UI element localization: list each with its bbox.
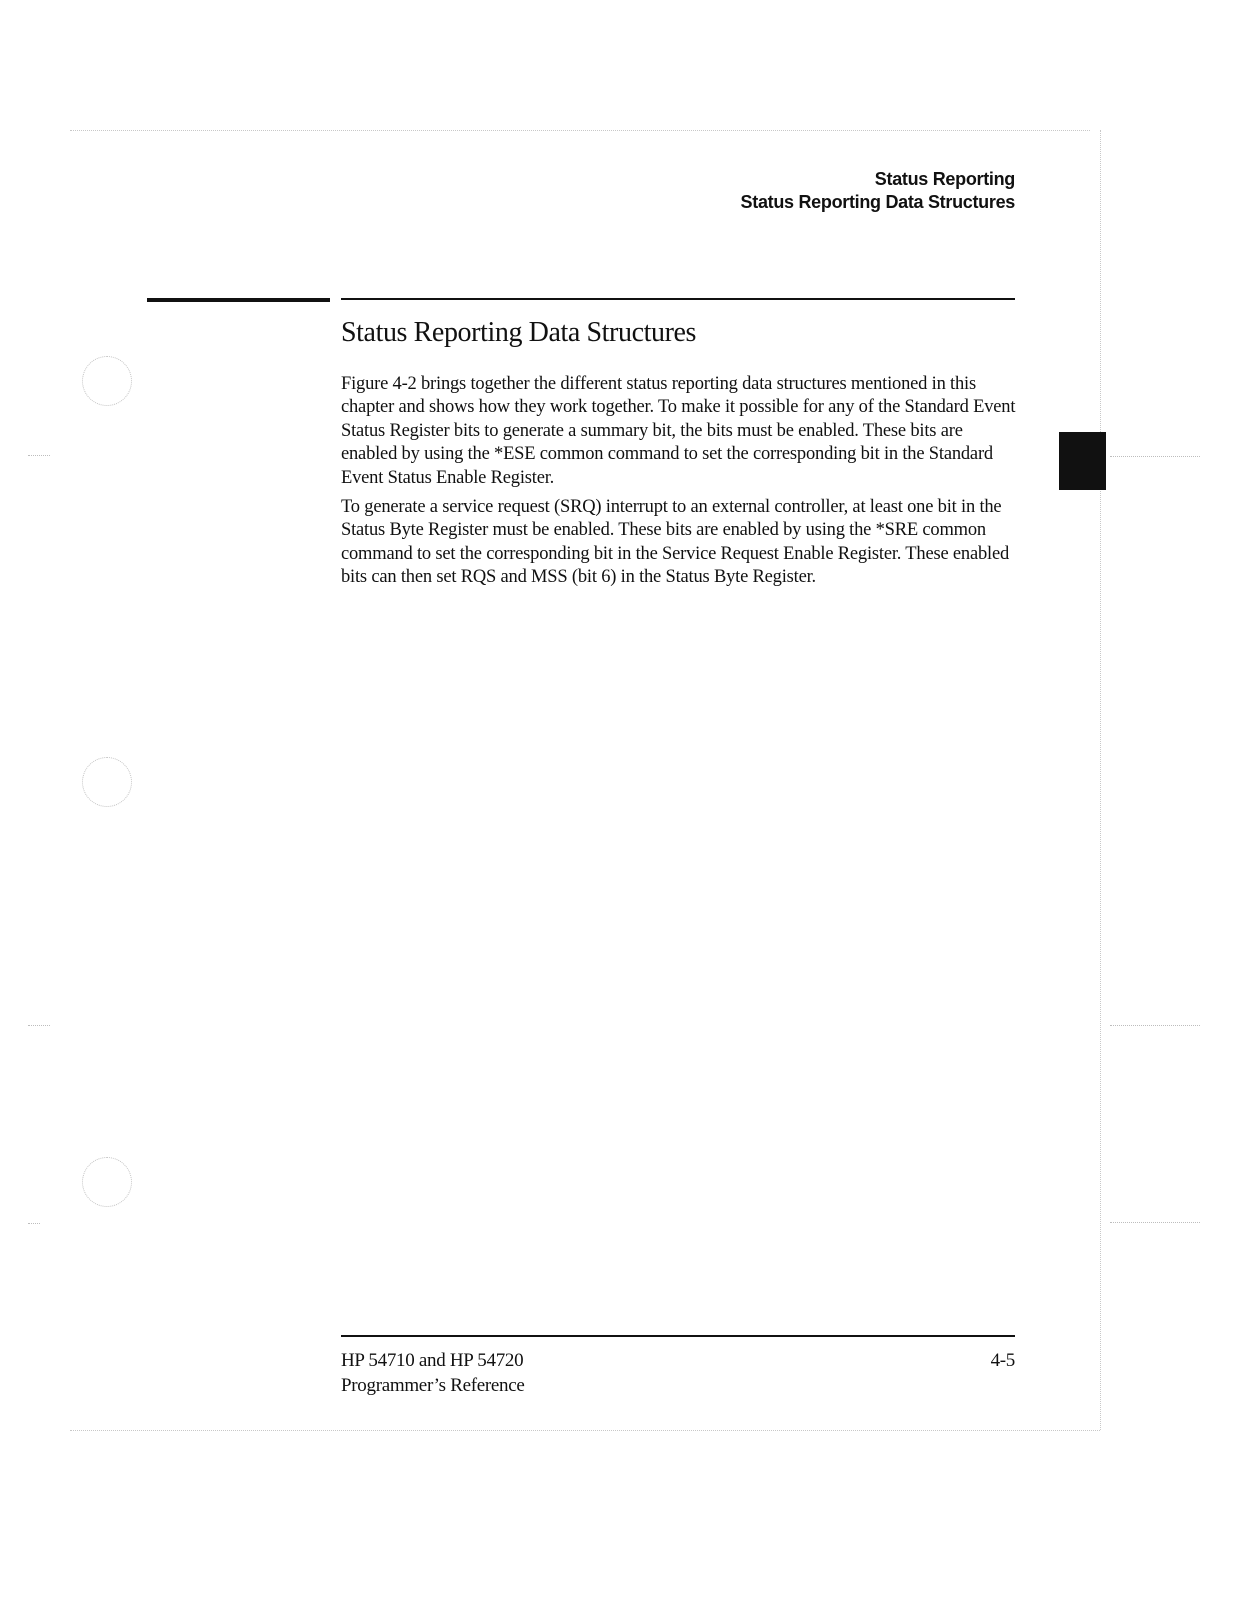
page-number: 4-5 (990, 1350, 1015, 1371)
chapter-tab-marker (1059, 432, 1106, 490)
running-header (741, 168, 1015, 214)
running-header-section: Status Reporting Data Structures (740, 192, 1015, 212)
margin-tick (1110, 456, 1200, 457)
margin-tick (1110, 1025, 1200, 1026)
footer-title: Programmer’s Reference (341, 1375, 525, 1396)
margin-tick (28, 1025, 50, 1026)
punch-hole (82, 356, 132, 406)
section-rule (341, 298, 1015, 300)
scan-edge-right (1100, 130, 1101, 1430)
footer-book-title (341, 1348, 525, 1398)
footer-rule (341, 1335, 1015, 1337)
running-header-chapter: Status Reporting (874, 169, 1015, 189)
paragraph: Figure 4-2 brings together the different status reporting data structures mentioned in this chapter and shows how they work together. To make it possible for any of the Standard Event Status Register bits to generate a summary bit, the bits must be enabled. These bits are enabled by using the *ESE common command to set the corresponding bit in the Standard Event Status Enable Register. (341, 374, 1016, 488)
paragraph: To generate a service request (SRQ) interrupt to an external controller, at least one bit in the Status Byte Register must be enabled. These bits are enabled by using the *SRE common command to set the corresponding bit in the Service Request Enable Register. These enabled bits can then set RQS and MSS (bit 6) in the Status Byte Register. (341, 497, 1010, 588)
margin-tick (28, 455, 50, 456)
footer-product: HP 54710 and HP 54720 (341, 1350, 524, 1371)
body-text (341, 373, 1021, 596)
section-title: Status Reporting Data Structures (341, 317, 697, 348)
scan-edge-top (70, 130, 1090, 131)
margin-tick (28, 1223, 40, 1224)
punch-hole (82, 1157, 132, 1207)
margin-tick (1110, 1222, 1200, 1223)
section-rule-thick (147, 298, 330, 302)
punch-hole (82, 757, 132, 807)
scan-edge-bottom (70, 1430, 1100, 1431)
